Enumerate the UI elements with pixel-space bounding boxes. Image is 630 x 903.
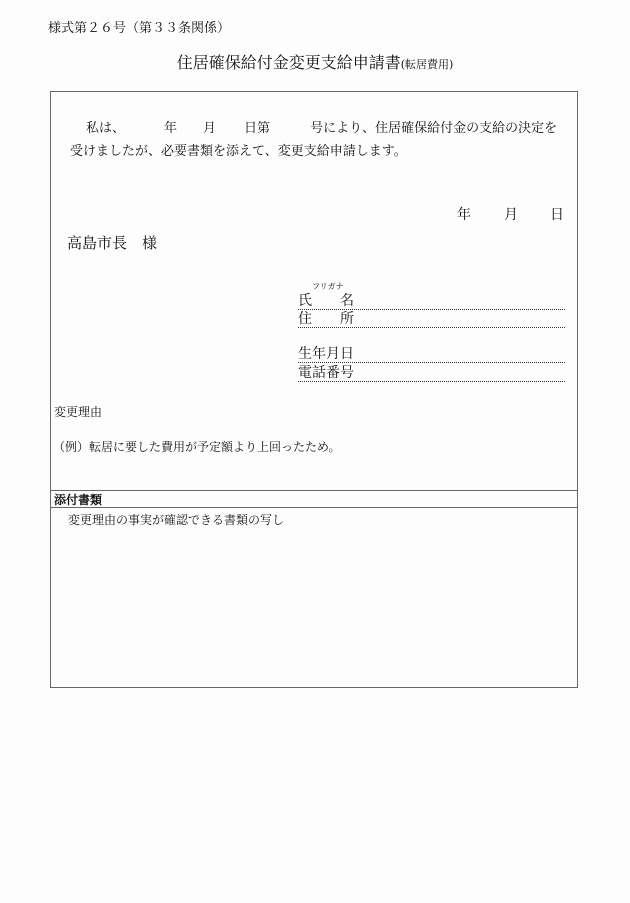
form-frame [50,91,578,688]
statement-nichidai: 日第 [244,121,271,136]
reason-example: （例）転居に要した費用が予定額より上回ったため。 [53,440,341,454]
statement-line1-rest: 号により、住居確保給付金の支給の決定を [310,121,558,136]
furigana-label: フリガナ [312,282,344,291]
attachments-text: 変更理由の事実が確認できる書類の写し [68,513,285,527]
addressee: 高島市長 様 [67,234,158,252]
date-year-label: 年 [457,207,471,223]
date-month-label: 月 [504,207,518,223]
address-field[interactable] [298,312,565,328]
title-main: 住居確保給付金変更支給申請書 [176,53,401,72]
attachments-header-row [50,490,578,508]
document-title [0,50,630,73]
address-label: 住 所 [298,311,354,327]
birthdate-label: 生年月日 [298,346,354,362]
name-field[interactable] [298,294,565,310]
attachments-label: 添付書類 [54,493,103,507]
name-label: 氏 名 [298,293,354,309]
title-subtitle: (転居費用) [400,58,454,71]
statement-line-1 [86,117,557,136]
statement-watashi: 私は、 [86,121,126,136]
statement-nen: 年 [164,121,178,136]
statement-line-2: 受けましたが、必要書類を添えて、変更支給申請します。 [70,144,407,159]
form-number: 様式第２６号（第３３条関係） [48,21,231,36]
phone-label: 電話番号 [298,365,354,381]
birthdate-field[interactable] [298,347,565,363]
statement-gatsu: 月 [203,121,217,136]
phone-field[interactable] [298,366,565,382]
reason-label: 変更理由 [54,405,103,419]
date-day-label: 日 [550,207,564,223]
